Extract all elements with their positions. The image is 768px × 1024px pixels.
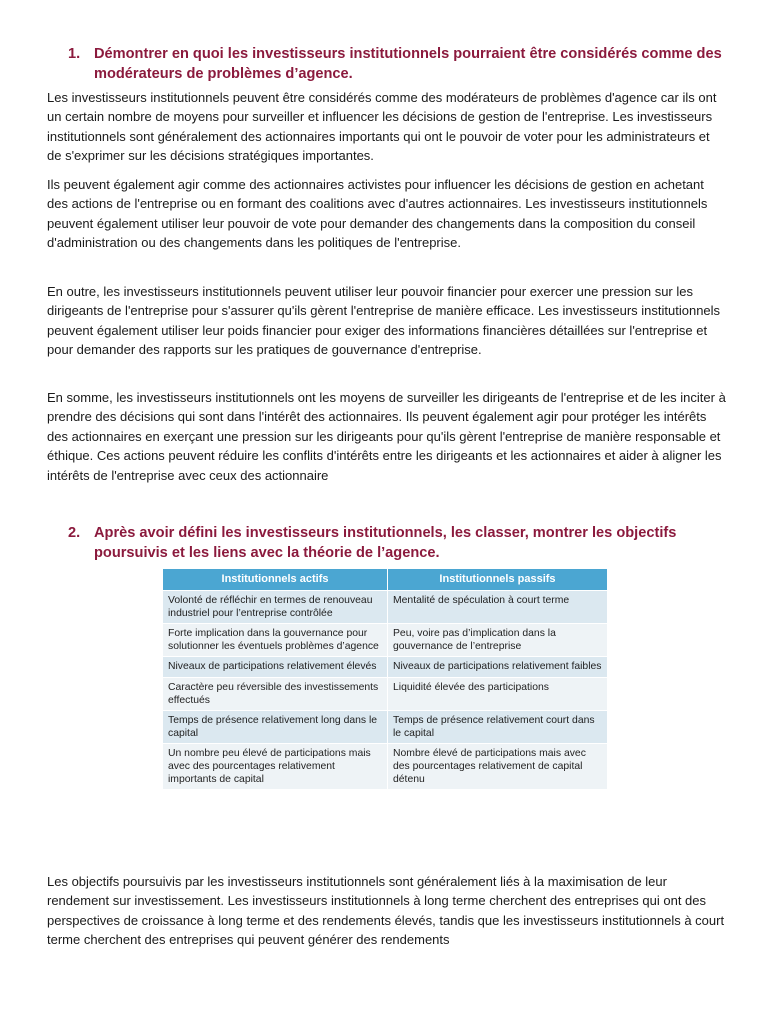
table-cell: Niveaux de participations relativement élevés [163,657,388,678]
table-cell: Peu, voire pas d’implication dans la gouvernance de l’entreprise [388,624,608,657]
table-cell: Nombre élevé de participations mais avec des pourcentages relativement de capital détenu [388,744,608,789]
section-1-number: 1. [68,46,81,62]
investor-comparison-table [163,569,607,789]
table-cell: Forte implication dans la gouvernance pour solutionner les éventuels problèmes d’agence [163,624,388,657]
section-2-heading [68,523,728,563]
table-cell: Temps de présence relativement court dans le capital [388,711,608,744]
section-1-title: Démontrer en quoi les investisseurs institutionnels pourraient être considérés comme des modérateurs de problèmes d’agence. [94,46,722,82]
section-2-paragraph: Les objectifs poursuivis par les investisseurs institutionnels sont généralement liés à la maximisation de leur rendement sur investissement. Les investisseurs institutionnels à long terme cherchent des entreprises qui ont des perspectives de croissance à long terme et des rendements élevés, tandis que les investisseurs institutionnels à court terme cherchent des entreprises qui peuvent générer des rendements [47,874,725,948]
header-active: Institutionnels actifs [163,569,388,591]
table-header-row [163,569,607,591]
table-cell: Volonté de réfléchir en termes de renouveau industriel pour l’entreprise contrôlée [163,591,388,624]
header-passive: Institutionnels passifs [388,569,608,591]
table-row [163,591,607,624]
table-cell: Niveaux de participations relativement faibles [388,657,608,678]
table-row [163,677,607,710]
table-cell: Liquidité élevée des participations [388,677,608,710]
section-1-paragraph-3: En outre, les investisseurs institutionnels peuvent utiliser leur pouvoir financier pour exercer une pression sur les dirigeants de l'entreprise pour s'assurer qu'ils gèrent l'entreprise de manière efficace. Les investisseurs institutionnels peuvent également utiliser leur poids financier pour exiger des informations financières détaillées sur l'entreprise et pour demander des rapports sur les pratiques de gouvernance d'entreprise. [47,284,721,358]
table-cell: Mentalité de spéculation à court terme [388,591,608,624]
table-row [163,711,607,744]
table-row [163,624,607,657]
table-cell: Caractère peu réversible des investissements effectués [163,677,388,710]
table-cell: Temps de présence relativement long dans le capital [163,711,388,744]
section-1-paragraph-2: Ils peuvent également agir comme des actionnaires activistes pour influencer les décisions de gestion en achetant des actions de l'entreprise ou en formant des coalitions avec d'autres actionnaires. Les investisseurs institutionnels peuvent également utiliser leur pouvoir de vote pour demander des changements dans la composition du conseil d'administration ou des changements dans les politiques de l'entreprise. [47,177,708,251]
section-1-paragraph-4: En somme, les investisseurs institutionnels ont les moyens de surveiller les dirigeants de l'entreprise et de les inciter à prendre des décisions qui sont dans l'intérêt des actionnaires. Ils peuvent également agir pour protéger les intérêts des actionnaires en exerçant une pression sur les dirigeants pour qu'ils gèrent l'entreprise de manière responsable et éthique. Ces actions peuvent réduire les conflits d'intérêts entre les dirigeants et les actionnaires et aider à aligner les intérêts de l'entreprise avec ceux des actionnaire [47,390,726,483]
section-2-title: Après avoir défini les investisseurs institutionnels, les classer, montrer les objectifs poursuivis et les liens avec la théorie de l’agence. [94,525,677,561]
section-1-paragraph-1: Les investisseurs institutionnels peuvent être considérés comme des modérateurs de problèmes d'agence car ils ont un certain nombre de moyens pour surveiller et influencer les décisions de gestion de l'entreprise. Les investisseurs institutionnels sont généralement des actionnaires importants qui ont le pouvoir de voter pour les administrateurs et de s'exprimer sur les décisions stratégiques importantes. [47,90,717,164]
section-1-heading [68,44,728,84]
table-cell: Un nombre peu élevé de participations mais avec des pourcentages relativement importants de capital [163,744,388,789]
section-2-number: 2. [68,525,81,541]
table-row [163,744,607,789]
table-row [163,657,607,678]
